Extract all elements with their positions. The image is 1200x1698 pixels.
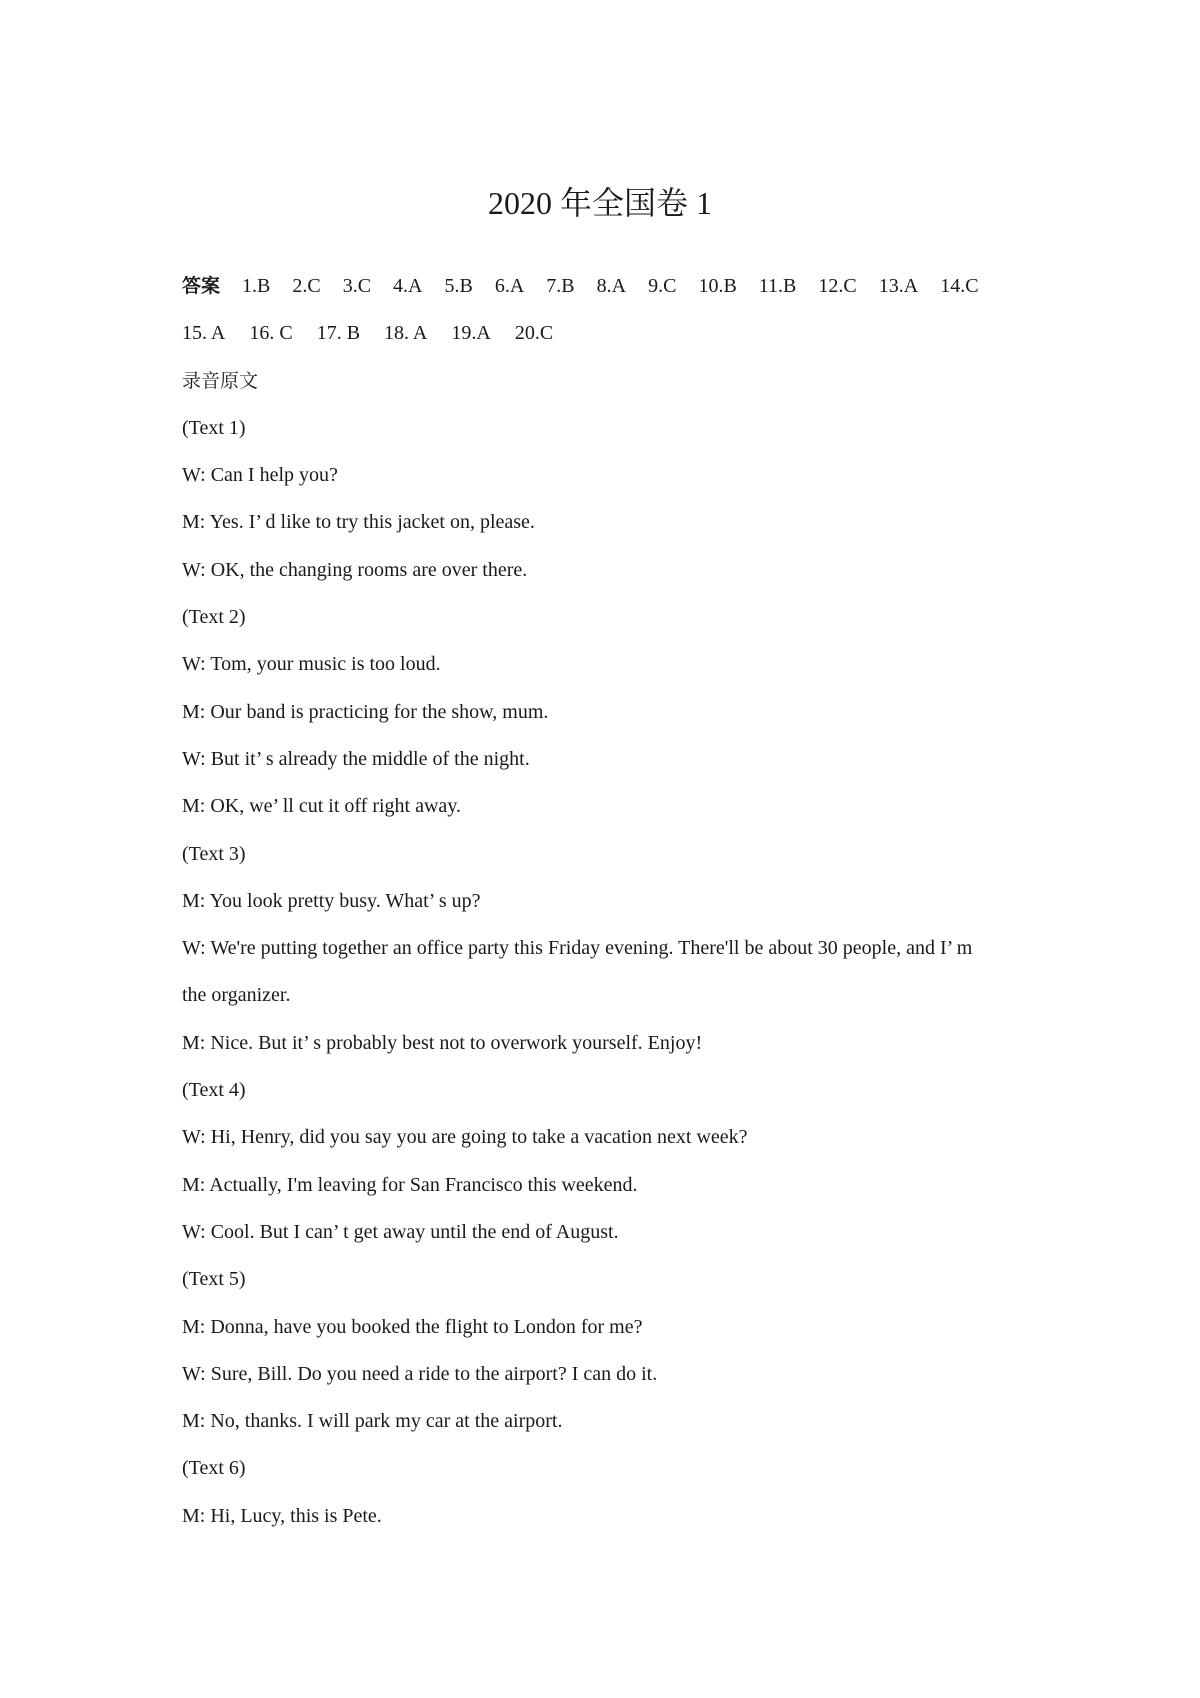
transcript-line: W: But it’ s already the middle of the night. — [182, 747, 530, 770]
transcript-line: M: Actually, I'm leaving for San Francisco this weekend. — [182, 1173, 638, 1196]
answer-item: 20.C — [514, 322, 554, 345]
answer-item: 5.B — [444, 275, 473, 297]
answer-item: 3.C — [342, 275, 372, 297]
answer-key-row-2 — [182, 313, 1042, 360]
transcript-line: M: You look pretty busy. What’ s up? — [182, 889, 481, 912]
transcript-line: W: OK, the changing rooms are over there. — [182, 558, 528, 581]
transcript-line: W: Cool. But I can’ t get away until the end of August. — [182, 1220, 619, 1243]
answer-item: 10.B — [698, 275, 737, 297]
document-body — [182, 266, 1042, 1543]
transcript-line: (Text 1) — [182, 416, 246, 439]
answer-item: 14.C — [940, 275, 979, 297]
transcript-line: M: OK, we’ ll cut it off right away. — [182, 795, 462, 818]
answer-item: 17. B — [316, 322, 361, 345]
answer-item: 4.A — [393, 275, 423, 297]
transcript-line: M: Hi, Lucy, this is Pete. — [182, 1504, 382, 1527]
answer-item: 15. A — [182, 322, 226, 345]
answer-item: 6.A — [494, 275, 525, 297]
answer-item: 2.C — [292, 275, 321, 297]
answer-item: 16. C — [249, 322, 293, 345]
transcript-line: W: Can I help you? — [182, 464, 338, 487]
answer-key-label: 答案 — [182, 275, 221, 297]
answer-item: 19.A — [451, 322, 491, 345]
transcript-line: (Text 6) — [182, 1457, 246, 1480]
transcript-line: M: No, thanks. I will park my car at the airport. — [182, 1410, 563, 1433]
transcript-line: M: Donna, have you booked the flight to London for me? — [182, 1315, 643, 1338]
transcript-line: M: Our band is practicing for the show, mum. — [182, 700, 549, 723]
answer-item: 18. A — [384, 322, 428, 345]
transcript-line: M: Nice. But it’ s probably best not to overwork yourself. Enjoy! — [182, 1031, 703, 1054]
answer-item: 1.B — [242, 275, 271, 297]
transcript-line: W: Hi, Henry, did you say you are going to take a vacation next week? — [182, 1126, 748, 1149]
answer-item: 7.B — [546, 275, 575, 297]
transcript-line: W: Tom, your music is too loud. — [182, 653, 441, 676]
transcript-line: M: Yes. I’ d like to try this jacket on, please. — [182, 511, 535, 534]
transcript-line: the organizer. — [182, 984, 291, 1007]
transcript-line: W: We're putting together an office party this Friday evening. There'll be about 30 people, and I’ m — [182, 937, 973, 960]
answer-item: 11.B — [758, 275, 797, 297]
transcript-line: W: Sure, Bill. Do you need a ride to the airport? I can do it. — [182, 1362, 658, 1385]
transcript-line: (Text 3) — [182, 842, 246, 865]
answer-key-row-1 — [182, 266, 1042, 313]
transcript-line: (Text 4) — [182, 1079, 246, 1102]
page-title: 2020 年全国卷 1 — [487, 185, 712, 221]
transcript-line: (Text 5) — [182, 1268, 246, 1291]
answer-item: 8.A — [596, 275, 627, 297]
answer-item: 13.A — [878, 275, 919, 297]
transcript-heading: 录音原文 — [182, 369, 259, 392]
answer-item: 12.C — [818, 275, 857, 297]
transcript-line: (Text 2) — [182, 606, 246, 629]
answer-item: 9.C — [648, 275, 677, 297]
